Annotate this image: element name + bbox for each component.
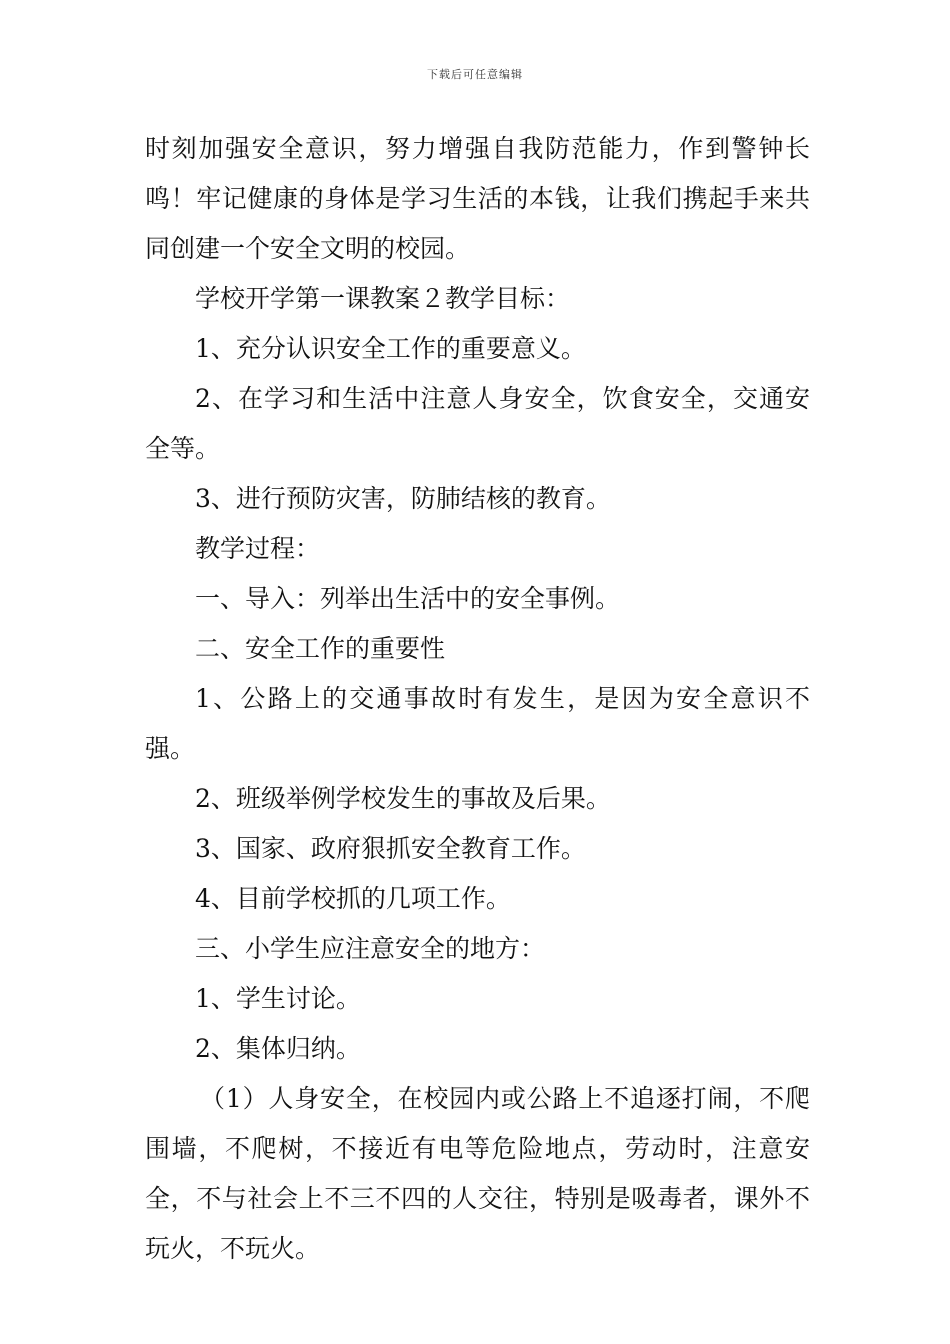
- objective-item: 2、在学习和生活中注意人身安全，饮食安全，交通安全等。: [145, 384, 810, 463]
- list-item: 4、目前学校抓的几项工作。: [195, 884, 511, 913]
- subitem-paragraph: （1）人身安全，在校园内或公路上不追逐打闹，不爬围墙，不爬树，不接近有电等危险地点，劳动时，注意安全，不与社会上不三不四的人交往，特别是吸毒者，课外不玩火，不玩火。: [145, 1084, 810, 1263]
- list-item: 1、学生讨论。: [195, 984, 361, 1013]
- section-heading: 三、小学生应注意安全的地方：: [195, 934, 546, 963]
- section-heading: 二、安全工作的重要性: [195, 634, 446, 663]
- objective-item: 1、充分认识安全工作的重要意义。: [195, 334, 586, 363]
- list-item: 2、班级举例学校发生的事故及后果。: [195, 784, 611, 813]
- document-body: [145, 124, 810, 1274]
- page-header: 下载后可任意编辑: [427, 68, 523, 81]
- list-item: 2、集体归纳。: [195, 1034, 361, 1063]
- list-item: 1、公路上的交通事故时有发生，是因为安全意识不强。: [145, 684, 810, 763]
- objective-item: 3、进行预防灾害，防肺结核的教育。: [195, 484, 611, 513]
- section-heading: 教学过程：: [195, 534, 321, 563]
- list-item: 3、国家、政府狠抓安全教育工作。: [195, 834, 586, 863]
- section-heading: 一、导入：列举出生活中的安全事例。: [195, 584, 621, 613]
- paragraph: 时刻加强安全意识，努力增强自我防范能力，作到警钟长鸣！牢记健康的身体是学习生活的本钱，让我们携起手来共同创建一个安全文明的校园。: [145, 134, 810, 263]
- lesson-title-paragraph: 学校开学第一课教案２教学目标：: [195, 284, 571, 313]
